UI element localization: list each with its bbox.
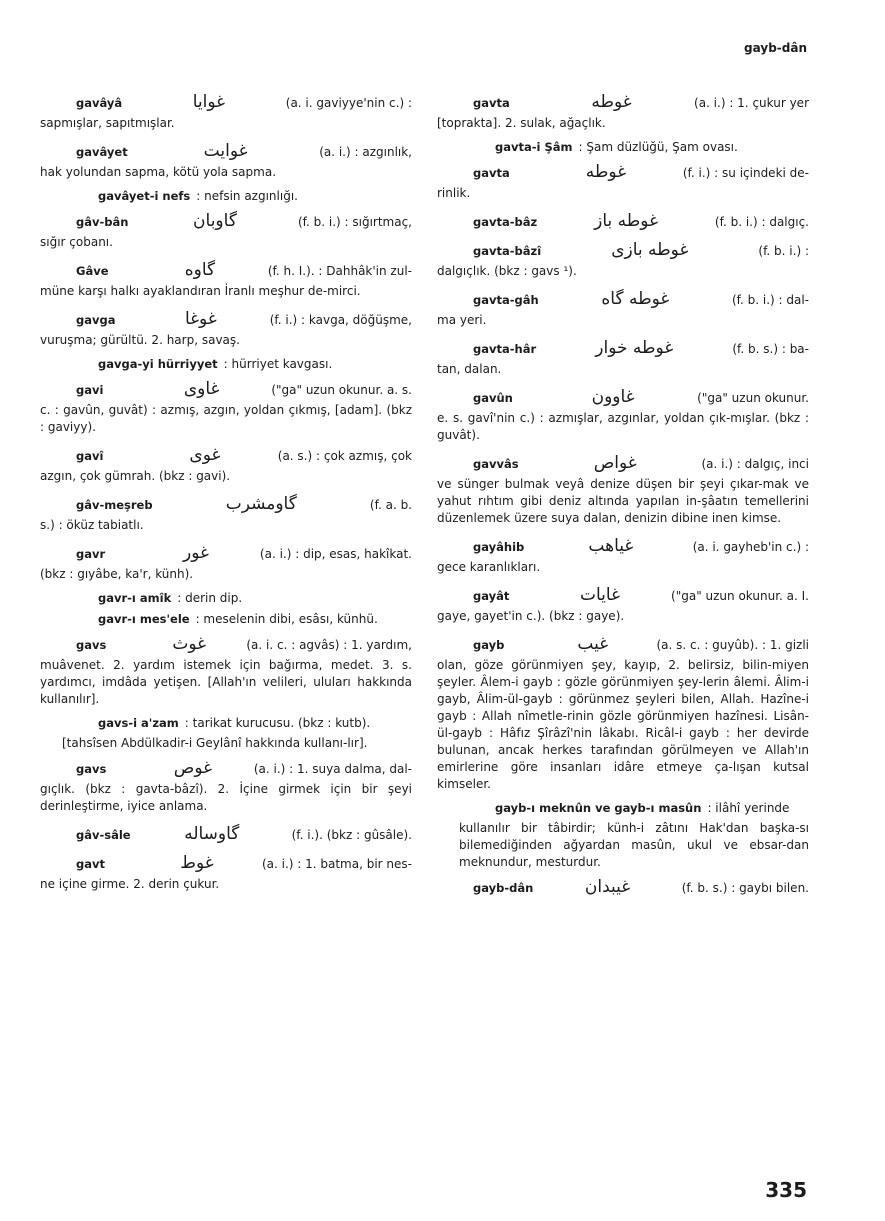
left-column [40, 94, 412, 904]
entry-arabic-script: غوطه [591, 92, 632, 112]
entry-first-line [62, 188, 412, 205]
entry-definition-lead: (f. b. s.) : ba- [732, 342, 809, 356]
entry-first-line [40, 143, 412, 161]
dictionary-entry [40, 545, 412, 583]
entry-first-line [40, 855, 412, 873]
entry-definition-lead: (a. s.) : çok azmış, çok [277, 449, 412, 463]
entry-definition-lead: (a. i.) : dalgıç, inci [701, 457, 809, 471]
entry-first-line [437, 213, 809, 231]
entry-headword: gavûn [473, 391, 513, 405]
entry-definition-lead: (f. i.) : kavga, döğüşme, [269, 313, 412, 327]
entry-headword: gavs-i a'zam [98, 716, 179, 730]
dictionary-entry [437, 800, 809, 871]
entry-arabic-script: غوطه خوار [595, 338, 674, 358]
dictionary-entry [40, 262, 412, 300]
entry-definition-lead: (f. h. I.). : Dahhâk'in zul- [267, 264, 412, 278]
right-column [437, 94, 809, 908]
entry-headword: gâv-sâle [76, 828, 131, 842]
entry-headword: gavs [76, 762, 107, 776]
entry-definition-continuation: vuruşma; gürültü. 2. harp, savaş. [40, 333, 240, 347]
dictionary-entry [40, 760, 412, 815]
entry-first-line [437, 389, 809, 407]
entry-definition-lead: (a. i.) : 1. çukur yer [694, 96, 809, 110]
entry-definition-lead: (a. i.) : azgınlık, [319, 145, 412, 159]
entry-definition-lead: (f. b. s.) : gaybı bilen. [681, 881, 809, 895]
dictionary-entry [437, 213, 809, 231]
page-number: 335 [765, 1178, 807, 1202]
dictionary-entry [437, 587, 809, 625]
entry-headword: gavta-bâz [473, 215, 538, 229]
entry-definition-continuation: s.) : öküz tabiatlı. [40, 518, 144, 532]
dictionary-entry [40, 213, 412, 251]
entry-first-line [437, 636, 809, 654]
dictionary-entry [40, 94, 412, 132]
entry-headword: gavt [76, 857, 105, 871]
entry-first-line [40, 311, 412, 329]
dictionary-entry [437, 164, 809, 202]
entry-first-line [459, 139, 809, 156]
dictionary-entry [40, 188, 412, 205]
entry-arabic-script: گاومشرب [225, 494, 297, 514]
entry-definition-continuation: [toprakta]. 2. sulak, ağaçlık. [437, 116, 606, 130]
running-head: gayb-dân [744, 41, 807, 55]
entry-definition-lead: (a. i. gayheb'in c.) : [692, 540, 809, 554]
entry-arabic-script: غوط [180, 853, 214, 873]
entry-arabic-script: غوغا [184, 309, 217, 329]
entry-definition-lead: (a. s. c. : guyûb). : 1. gizli [656, 638, 809, 652]
entry-headword: gavvâs [473, 457, 519, 471]
entry-definition-continuation: gece karanlıkları. [437, 560, 541, 574]
entry-first-line [62, 611, 412, 628]
entry-headword: gavta-bâzî [473, 244, 542, 258]
entry-definition-continuation: [tahsîsen Abdülkadir-i Geylânî hakkında kullanı-lır]. [62, 736, 368, 750]
entry-definition-continuation: gıçlık. (bkz : gavta-bâzî). 2. İçine girmek için bir şeyi derinleştirme, iyice anlama. [40, 782, 412, 813]
entry-definition-continuation: gaye, gayet'in c.). (bkz : gaye). [437, 609, 625, 623]
entry-arabic-script: غيبدان [584, 877, 631, 897]
entry-headword: gavr-ı amîk [98, 591, 172, 605]
entry-definition-lead: (a. i.) : 1. batma, bir nes- [261, 857, 412, 871]
dictionary-entry [437, 94, 809, 132]
entry-definition-lead: : derin dip. [177, 591, 243, 605]
dictionary-entry [40, 715, 412, 752]
entry-headword: gayb [473, 638, 505, 652]
dictionary-entry [40, 311, 412, 349]
entry-arabic-script: غور [183, 543, 209, 563]
entry-first-line [437, 587, 809, 605]
entry-arabic-script: گاوه [184, 260, 216, 280]
entry-first-line [437, 879, 809, 897]
entry-definition-continuation: kullanılır bir tâbirdir; künh-i zâtını Hak'dan başka-sı bilemediğinden ağyardan masûn, ukul ve ebsar-dan meknundur, mesturdur. [459, 821, 809, 869]
entry-definition-continuation: e. s. gavî'nin c.) : azmışlar, azgınlar, yoldan çık-mışlar. (bkz : guvât). [437, 411, 809, 442]
entry-definition-lead: (a. i.) : dip, esas, hakîkat. [259, 547, 412, 561]
entry-headword: gayât [473, 589, 510, 603]
entry-definition-lead: (f. b. i.) : dal- [731, 293, 809, 307]
dictionary-entry [437, 636, 809, 793]
dictionary-entry [40, 447, 412, 485]
entry-arabic-script: غياهب [588, 536, 634, 556]
dictionary-entry [437, 389, 809, 444]
entry-headword: gavî [76, 449, 104, 463]
dictionary-entry [40, 636, 412, 708]
entry-definition-lead: (a. i. gaviyye'nin c.) : [285, 96, 412, 110]
entry-first-line [437, 538, 809, 556]
entry-definition-continuation: ne içine girme. 2. derin çukur. [40, 877, 220, 891]
entry-headword: gavr [76, 547, 106, 561]
entry-first-line [40, 496, 412, 514]
entry-arabic-script: گاوبان [193, 211, 237, 231]
entry-first-line [437, 94, 809, 112]
entry-definition-lead: (f. b. i.) : sığırtmaç, [297, 215, 412, 229]
entry-definition-lead: (f. b. i.) : dalgıç. [714, 215, 809, 229]
entry-arabic-script: غايات [580, 585, 620, 605]
entry-headword: gavs [76, 638, 107, 652]
entry-definition-continuation: olan, göze görünmiyen şey, kayıp, 2. belirsiz, bilin-miyen şeyler. Âlem-i gayb : gözle görünmiyen şey-lerin âlemi. Âlim-i gayb, Âlim-ül-gayb : görünmez şeyleri bilen, Allah. Hazîne-i gayb : Allah nîmetle-rinin gözle görünmiyen hazînesi. Lisân-ül-gayb : Hâfız Şîrâzî'nin lâkabı. Ricâl-i gayb : her devirde bulunan, ancak herkes tarafından görülmeyen ve Allah'ın emirlerine göre insanları idâre etmeye ça-lışan kutsal kimseler. [437, 658, 809, 791]
entry-first-line [62, 590, 412, 607]
entry-definition-continuation: (bkz : gıyâbe, ka'r, künh). [40, 567, 194, 581]
entry-definition-lead: ("ga" uzun okunur. a. I. [671, 589, 809, 603]
entry-headword: gavta [473, 96, 510, 110]
entry-arabic-script: غوى [189, 445, 221, 465]
entry-first-line [40, 636, 412, 654]
entry-headword: gavta-gâh [473, 293, 539, 307]
entry-definition-lead: (f. b. i.) : [758, 244, 809, 258]
entry-definition-continuation: ma yeri. [437, 313, 487, 327]
dictionary-entry [40, 143, 412, 181]
entry-headword: gavi [76, 383, 104, 397]
dictionary-entry [437, 455, 809, 527]
entry-arabic-script: غاوون [591, 387, 635, 407]
entry-first-line [459, 800, 809, 817]
entry-definition-lead: ("ga" uzun okunur. a. s. [271, 383, 412, 397]
entry-definition-continuation: muâvenet. 2. yardım istemek için bağırma, medet. 3. s. yardımcı, imdâda yetişen. [Allah'ın velileri, uluları hakkında kullanılır]. [40, 658, 412, 706]
entry-headword: gavâyâ [76, 96, 123, 110]
entry-definition-continuation: sığır çobanı. [40, 235, 113, 249]
entry-headword: gavta [473, 166, 510, 180]
entry-first-line [40, 545, 412, 563]
entry-definition-lead: (f. i.) : su içindeki de- [682, 166, 809, 180]
entry-arabic-script: غوايا [192, 92, 226, 112]
dictionary-entry [437, 291, 809, 329]
dictionary-entry [40, 826, 412, 844]
entry-definition-lead: : hürriyet kavgası. [223, 357, 333, 371]
entry-first-line [40, 447, 412, 465]
entry-first-line [62, 356, 412, 373]
dictionary-entry [437, 538, 809, 576]
entry-first-line [40, 94, 412, 112]
entry-definition-lead: (a. i. c. : agvâs) : 1. yardım, [246, 638, 412, 652]
entry-definition-continuation: dalgıçlık. (bkz : gavs ¹). [437, 264, 577, 278]
entry-headword: gavta-i Şâm [495, 140, 573, 154]
entry-headword: Gâve [76, 264, 109, 278]
dictionary-entry [437, 139, 809, 156]
entry-definition-lead: (a. i.) : 1. suya dalma, dal- [253, 762, 412, 776]
entry-first-line [62, 715, 412, 732]
entry-definition-lead: : tarikat kurucusu. (bkz : kutb). [184, 716, 371, 730]
entry-arabic-script: غوص [173, 758, 213, 778]
entry-headword: gavta-hâr [473, 342, 537, 356]
entry-first-line [40, 826, 412, 844]
entry-arabic-script: غوطه [585, 162, 627, 182]
entry-first-line [437, 291, 809, 309]
entry-arabic-script: غوث [172, 634, 207, 654]
dictionary-entry [40, 855, 412, 893]
entry-definition-lead: : ilâhî yerinde [707, 801, 790, 815]
entry-first-line [40, 262, 412, 280]
entry-first-line [437, 455, 809, 473]
entry-definition-continuation: azgın, çok gümrah. (bkz : gavi). [40, 469, 231, 483]
entry-definition-lead: (f. a. b. [369, 498, 412, 512]
dictionary-entry [40, 356, 412, 373]
entry-arabic-script: غواص [593, 453, 637, 473]
entry-first-line [437, 164, 809, 182]
entry-arabic-script: غوطه باز [594, 211, 658, 231]
dictionary-entry [437, 242, 809, 280]
entry-definition-continuation: tan, dalan. [437, 362, 502, 376]
entry-definition-continuation: c. : gavûn, guvât) : azmış, azgın, yoldan çıkmış, [adam]. (bkz : gaviyy). [40, 403, 412, 434]
entry-first-line [437, 242, 809, 260]
entry-definition-continuation: müne karşı halkı ayaklandıran İranlı meşhur de-mirci. [40, 284, 361, 298]
entry-first-line [40, 760, 412, 778]
entry-definition-lead: (f. i.). (bkz : gûsâle). [291, 828, 412, 842]
entry-arabic-script: گاوساله [184, 824, 240, 844]
entry-arabic-script: غاوى [183, 379, 220, 399]
entry-headword: gavâyet [76, 145, 128, 159]
dictionary-entry [437, 340, 809, 378]
entry-headword: gavga-yi hürriyyet [98, 357, 218, 371]
entry-arabic-script: غوطه بازى [611, 240, 689, 260]
entry-definition-lead: : Şam düzlüğü, Şam ovası. [578, 140, 738, 154]
entry-definition-continuation: ve sünger bulmak veyâ denize düşen bir şeyi çıkar-mak ve yahut rıhtım gibi deniz altında yapılan in-şâatın temellerini düzenlemek üzere suya dalan, denizin dibine inen kimse. [437, 477, 809, 525]
entry-definition-continuation: rinlik. [437, 186, 471, 200]
entry-first-line [40, 381, 412, 399]
entry-first-line [40, 213, 412, 231]
entry-headword: gayâhib [473, 540, 525, 554]
entry-arabic-script: غوايت [203, 141, 248, 161]
entry-headword: gavâyet-i nefs [98, 189, 191, 203]
entry-definition-lead: : nefsin azgınlığı. [196, 189, 298, 203]
entry-headword: gavga [76, 313, 116, 327]
entry-definition-continuation: sapmışlar, sapıtmışlar. [40, 116, 175, 130]
entry-headword: gavr-ı mes'ele [98, 612, 190, 626]
entry-headword: gâv-meşreb [76, 498, 153, 512]
dictionary-entry [437, 879, 809, 897]
dictionary-entry [40, 381, 412, 436]
entry-headword: gayb-ı meknûn ve gayb-ı masûn [495, 801, 702, 815]
entry-definition-lead: ("ga" uzun okunur. [697, 391, 809, 405]
entry-headword: gâv-bân [76, 215, 129, 229]
dictionary-entry [40, 496, 412, 534]
entry-definition-lead: : meselenin dibi, esâsı, künhü. [195, 612, 378, 626]
entry-definition-continuation: hak yolundan sapma, kötü yola sapma. [40, 165, 277, 179]
entry-arabic-script: غوطه گاه [601, 289, 670, 309]
entry-first-line [437, 340, 809, 358]
entry-headword: gayb-dân [473, 881, 534, 895]
entry-arabic-script: غيب [577, 634, 609, 654]
dictionary-entry [40, 590, 412, 607]
dictionary-entry [40, 611, 412, 628]
